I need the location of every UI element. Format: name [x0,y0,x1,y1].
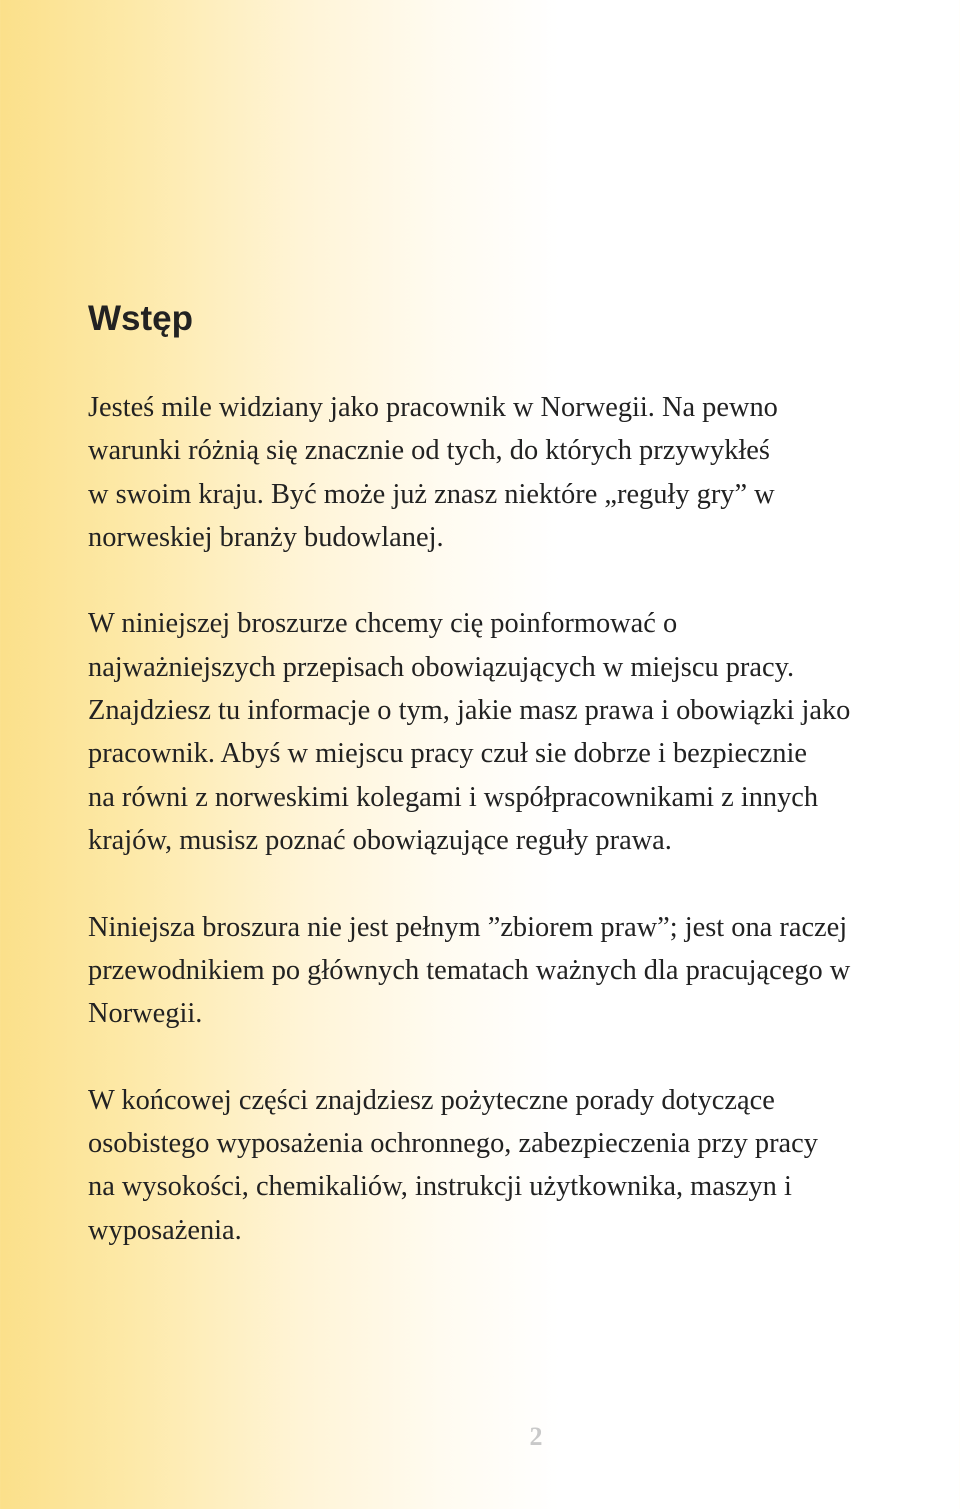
paragraph-line: osobistego wyposażenia ochronnego, zabezpieczenia przy pracy [88,1128,818,1160]
paragraph-line: Norwegii. [88,998,203,1030]
paragraph-line: najważniejszych przepisach obowiązujących w miejscu pracy. [88,651,795,683]
paragraph-line: W niniejszej broszurze chcemy cię poinformować o [88,608,678,640]
paragraph-line: Jesteś mile widziany jako pracownik w Norwegii. Na pewno [88,392,778,423]
paragraph-line: na równi z norweskimi kolegami i współpracownikami z innych [88,781,819,813]
paragraph-line: W końcowej części znajdziesz pożyteczne porady dotyczące [88,1084,775,1116]
paragraph-4 [88,1079,960,1252]
paragraph-line: w swoim kraju. Być może już znasz niektóre „reguły gry” w [88,478,775,510]
paragraph-line: pracownik. Abyś w miejscu pracy czuł sie dobrze i bezpiecznie [88,738,807,770]
paragraph-line: Niniejsza broszura nie jest pełnym ”zbiorem praw”; jest ona raczej [88,911,848,943]
paragraph-3 [88,906,960,1036]
paragraph-line: krajów, musisz poznać obowiązujące reguły prawa. [88,824,672,856]
paragraph-line: Znajdziesz tu informacje o tym, jakie masz prawa i obowiązki jako [88,695,851,727]
body-text [88,386,960,1295]
page-number: 2 [529,1422,543,1451]
paragraph-line: warunki różnią się znacznie od tych, do których przywykłeś [88,435,770,467]
paragraph-line: przewodnikiem po głównych tematach ważnych dla pracującego w [88,954,851,986]
paragraph-1 [88,386,960,559]
paragraph-line: norweskiej branży budowlanej. [88,521,444,553]
paragraph-2 [88,602,960,862]
paragraph-line: wyposażenia. [88,1214,242,1246]
paragraph-line: na wysokości, chemikaliów, instrukcji użytkownika, maszyn i [88,1171,792,1203]
section-heading: Wstęp [88,299,193,338]
